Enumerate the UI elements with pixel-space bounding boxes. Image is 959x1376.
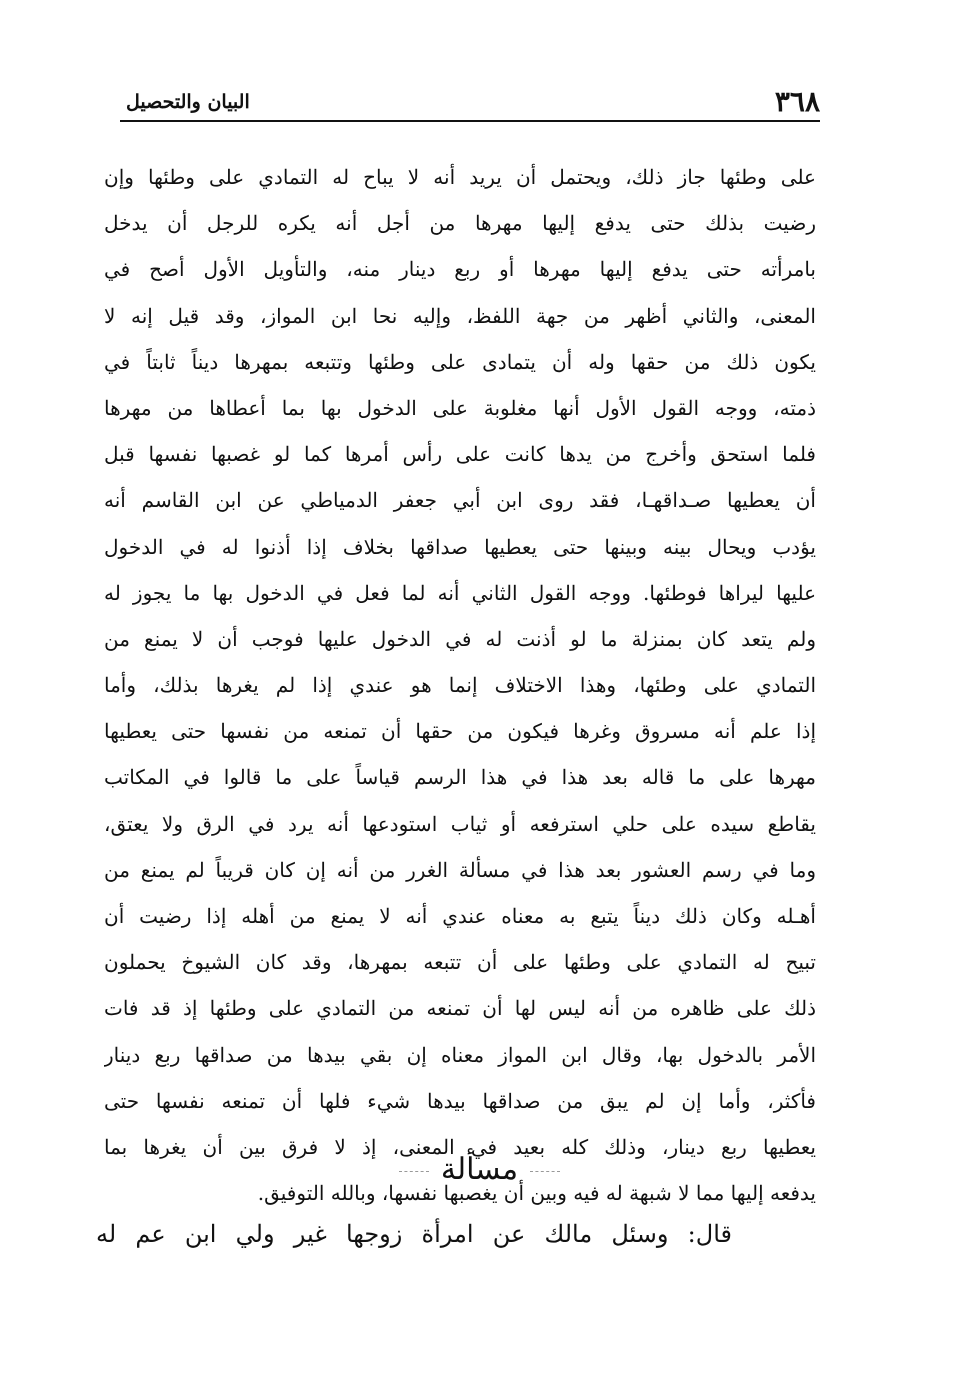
body-line: تبيح له التمادي على وطئها على أن تتبعه بمهرها، وقد كان الشيوخ يحملون <box>104 950 816 975</box>
body-text <box>104 154 816 1216</box>
running-title: البيان والتحصيل <box>126 91 250 113</box>
header-rule <box>120 120 820 122</box>
body-line: أن يعطيها صـداقهـا، فقد روى ابن أبي جعفر الدمياطي عن ابن القاسم أنه <box>104 488 816 513</box>
body-line: يؤدب ويحال بينه وبينها حتى يعطيها صداقها بخلاف إذا أذنوا له في الدخول <box>104 534 816 559</box>
body-line: ذمته، ووجه القول الأول أنها مغلوبة على الدخول بها بما أعطاها من مهرها <box>104 395 816 420</box>
page-header <box>120 84 820 120</box>
page-number: ٣٦٨ <box>774 85 820 118</box>
body-line: يقاطع سيده على حلي استرفعه أو ثياب استودعها أنه يرد في الرق ولا يعتق، <box>104 811 816 836</box>
body-line: وما في رسم العشور بعد هذا في مسألة الغرر من أنه إن كان قريباً لم يمنع من <box>104 857 816 882</box>
body-line: عليها ليراها فوطئها. ووجه القول الثاني أنه لما فعل في الدخول بها ما يجوز له <box>104 580 816 605</box>
body-line: رضيت بذلك حتى يدفع إليها مهرها من أجل أنه يكره للرجل أن يدخل <box>104 211 816 236</box>
body-line: مهرها على ما قاله بعد هذا في هذا الرسم قياساً على ما قالوا في المكاتب <box>104 765 816 790</box>
body-line: يعطيها ربع دينار، وذلك كله بعيد في المعنى، إذ لا فرق بين أن يغرها بما <box>104 1134 816 1159</box>
body-line: فلما استحق وأخرج من يدها كانت على رأس أمرها كما لو غصبها نفسها قبل <box>104 442 816 467</box>
section-heading-text: مسألة <box>440 1152 519 1187</box>
body-line: بامرأته حتى يدفع إليها مهرها أو ربع دينار منه، والتأويل الأول أصح في <box>104 257 816 282</box>
heading-flourish-left <box>399 1171 429 1172</box>
body-line: ذلك على ظاهره من أنه ليس لها أن تمنعه من التمادي على وطئها إذ قد فات <box>104 996 816 1021</box>
body-line: أهـله وكان ذلك ديناً يتبع به معناه عندي أنه لا يمنع من أهله إذا رضيت أن <box>104 904 816 928</box>
question-line: قال: وسئل مالك عن امرأة زوجها غير ولي ابن عم له <box>96 1220 732 1248</box>
body-line: التمادي على وطئها، وهذا الاختلاف إنما هو عندي إذا لم يغرها بذلك، وأما <box>104 673 816 698</box>
body-line: ولم يتعد كان بمنزلة ما لو أذنت له في الدخول عليها فوجب أن لا يمنع من <box>104 626 816 651</box>
body-line: المعنى، والثاني أظهر من جهة اللفظ، وإليه نحا ابن المواز، وقد قيل إنه لا <box>104 303 816 328</box>
heading-flourish-right <box>530 1171 560 1172</box>
section-heading <box>0 1150 959 1190</box>
body-line: إذا علم أنه مسروق وغرها فيكون من حقها أن تمنعه من نفسها حتى يعطيها <box>104 719 816 744</box>
body-line: فأكثر، وأما إن لم يبق من صداقها بيدها شيء فلها أن تمنعه نفسها حتى <box>104 1088 816 1113</box>
body-line: يدفعه إليها مما لا شبهة له فيه وبين أن يغصبها نفسها، وبالله التوفيق. <box>257 1181 816 1206</box>
body-line: على وطئها جاز ذلك، ويحتمل أن يريد أنه لا يباح له التمادي على وطئها وإن <box>104 165 816 189</box>
body-line: الأمر بالدخول بها، وقال ابن المواز معناه إن بقي بيدها من صداقها ربع دينار <box>104 1042 816 1067</box>
body-line: يكون ذلك من حقها وله أن يتمادى على وطئها وتتبعه بمهرها ديناً ثابتاً في <box>104 349 816 374</box>
